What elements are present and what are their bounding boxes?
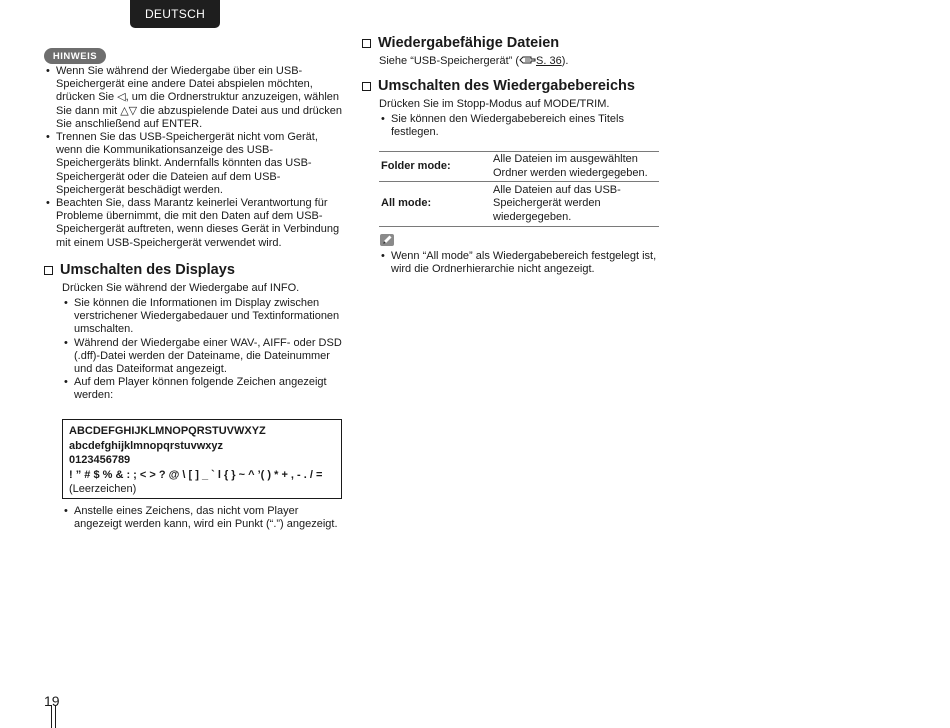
charset-lower: abcdefghijklmnopqrstuvwxyz	[69, 439, 224, 452]
pencil-note-icon	[380, 234, 394, 246]
display-heading	[44, 262, 235, 278]
display-intro: Drücken Sie während der Wiedergabe auf INFO.	[62, 282, 300, 294]
list-item: • Anstelle eines Zeichens, das nicht vom Player angezeigt werden kann, wird ein Punkt (“.”) angezeigt.	[64, 505, 338, 531]
checkbox-square-icon	[44, 266, 53, 275]
hinweis-list	[44, 65, 344, 250]
table-row	[379, 182, 659, 227]
list-item: • Sie können die Informationen im Display zwischen verstrichener Wiedergabedauer und Textinformationen umschalten.	[64, 297, 340, 336]
language-tab	[130, 0, 220, 28]
list-item: • Trennen Sie das USB-Speichergerät nicht vom Gerät, wenn die Kommunikationsanzeige des USB-Speichergeräts blinkt. Andernfalls könnten das USB-Speichergerät oder die Dateien auf dem USB-Speichergerät beschädigt werden.	[46, 131, 318, 196]
checkbox-square-icon	[362, 82, 371, 91]
charset-upper: ABCDEFGHIJKLMNOPQRSTUVWXYZ	[69, 425, 266, 437]
hinweis-label: HINWEIS	[52, 50, 98, 62]
range-list	[379, 113, 662, 139]
charset-digits: 0123456789	[69, 454, 131, 467]
mode-table	[379, 151, 659, 227]
display-heading-text: Umschalten des Displays	[60, 262, 235, 278]
range-heading	[362, 78, 635, 94]
page-edge-bar	[51, 705, 56, 728]
note-list	[379, 250, 662, 276]
mode-description: Alle Dateien auf das USB-Speichergerät werden wiedergegeben.	[491, 182, 659, 227]
files-heading	[362, 35, 559, 51]
language-tab-label: DEUTSCH	[144, 7, 206, 21]
list-item: • Sie können den Wiedergabebereich eines Titels festlegen.	[381, 113, 624, 139]
mode-name: Folder mode:	[379, 152, 491, 182]
table-row	[379, 152, 659, 182]
after-list	[62, 505, 344, 531]
range-heading-text: Umschalten des Wiedergabebereichs	[378, 78, 635, 94]
charset-symbols: ! ” # $ % & : ; < > ? @ \ [ ] _ ` l { } ~ ^ ’( ) * + , - . / =	[69, 468, 323, 481]
mode-name: All mode:	[379, 182, 491, 227]
mode-description: Alle Dateien im ausgewählten Ordner werden wiedergegeben.	[491, 152, 659, 182]
hinweis-badge	[44, 48, 106, 64]
list-item: • Während der Wiedergabe einer WAV-, AIFF- oder DSD (.dff)-Datei werden der Dateiname, die Dateinummer und das Dateiformat angezeigt.	[64, 336, 342, 376]
charset-box	[62, 419, 342, 499]
display-list	[62, 297, 344, 403]
list-item: • Auf dem Player können folgende Zeichen angezeigt werden:	[64, 376, 327, 402]
page-number: 19	[44, 693, 60, 709]
files-heading-text: Wiedergabefähige Dateien	[378, 35, 560, 51]
list-item: • Beachten Sie, dass Marantz keinerlei Verantwortung für Probleme übernimmt, die mit den Daten auf dem USB-Speichergerät auftreten, wenn dieses Gerät in Verbindung mit einem USB-Speichergerät verwendet wird.	[46, 197, 340, 249]
range-intro: Drücken Sie im Stopp-Modus auf MODE/TRIM.	[379, 98, 610, 110]
list-item: • Wenn Sie während der Wiedergabe über ein USB-Speichergerät eine andere Datei abspielen möchten, drücken Sie ◁, um die Ordnerstruktur anzuzeigen, wählen Sie dann mit △▽ die abzuspielende Datei aus und drücken Sie anschließend auf ENTER.	[46, 65, 342, 130]
list-item: • Wenn “All mode” als Wiedergabebereich festgelegt ist, wird die Ordnerhierarchie nicht angezeigt.	[381, 250, 657, 276]
files-reference: Siehe “USB-Speichergerät” ( S. 36).	[379, 55, 569, 67]
checkbox-square-icon	[362, 39, 371, 48]
page-reference-link[interactable]: S. 36	[536, 55, 562, 67]
hand-pointer-icon	[519, 55, 536, 65]
charset-space: (Leerzeichen)	[69, 483, 137, 496]
